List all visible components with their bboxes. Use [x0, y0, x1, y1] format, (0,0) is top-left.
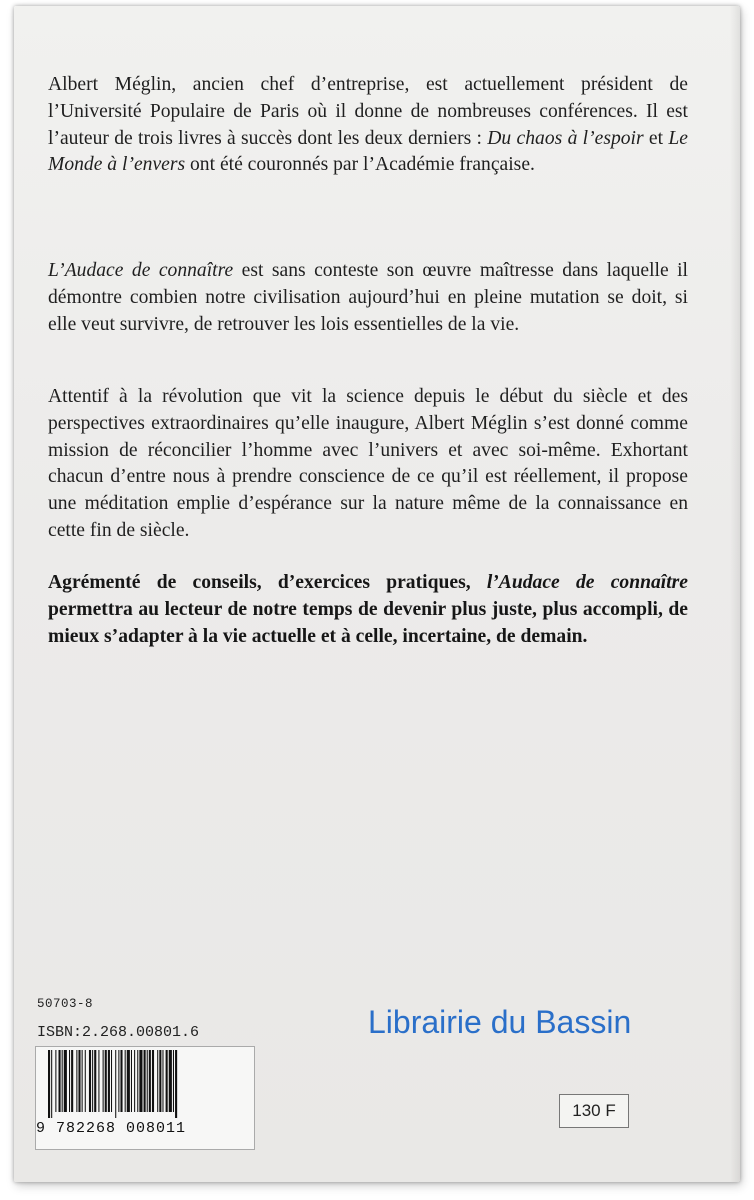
book-promo-text-b: permettra au lecteur de notre temps de devenir plus juste, plus accompli, de mieux s’adapter à la vie actuelle et à celle, incertaine, de demain.: [48, 598, 688, 647]
book-summary-text: est sans conteste son œuvre maîtresse dans laquelle il démontre combien notre civilisation aujourd’hui en pleine mutation se doit, si elle veut survivre, de retrouver les lois essentielles de la vie.: [48, 260, 688, 335]
book-promo-text-a: Agrémenté de conseils, d’exercices pratiques,: [48, 572, 487, 593]
book-description-text: Attentif à la révolution que vit la science depuis le début du siècle et des perspectives extraordinaires qu’elle inaugure, Albert Méglin s’est donné comme mission de réconcilier l’homme avec l’univers et avec soi-même. Exhortant chacun d’entre nous à prendre conscience de ce qu’il est réellement, il propose une méditation emplie d’espérance sur la nature même de la connaissance en cette fin de siècle.: [48, 386, 688, 541]
isbn-number: ISBN:2.268.00801.6: [37, 1024, 200, 1041]
barcode-digits: 782268 008011: [56, 1120, 187, 1137]
barcode-first-digit: 9: [36, 1120, 46, 1137]
author-bio-text-c: ont été couronnés par l’Académie française.: [185, 154, 535, 176]
author-bio-text-a: Albert Méglin, ancien chef d’entreprise, est actuellement président de l’Université Populaire de Paris où il donne de nombreuses conférences. Il est l’auteur de trois livres à succès dont les deux derniers :: [48, 74, 688, 149]
cover-edge-shadow: [730, 6, 740, 1182]
product-code: 50703-8: [37, 997, 94, 1011]
price-tag: 130 F: [559, 1094, 629, 1128]
book-title-du-chaos: Du chaos à l’espoir: [487, 127, 644, 149]
bookseller-watermark: Librairie du Bassin: [368, 1004, 632, 1040]
book-title-audace-promo: l’Audace de connaître: [486, 572, 688, 593]
book-title-audace: L’Audace de connaître: [48, 260, 234, 281]
barcode-icon: [48, 1050, 238, 1118]
book-description-paragraph: [48, 384, 688, 545]
author-bio-text-b: et: [643, 127, 669, 149]
author-bio-paragraph: [48, 72, 688, 179]
book-summary-paragraph: [48, 258, 688, 338]
book-title-le-monde: Le Monde à l’envers: [48, 127, 688, 176]
book-promo-paragraph: [48, 570, 688, 650]
